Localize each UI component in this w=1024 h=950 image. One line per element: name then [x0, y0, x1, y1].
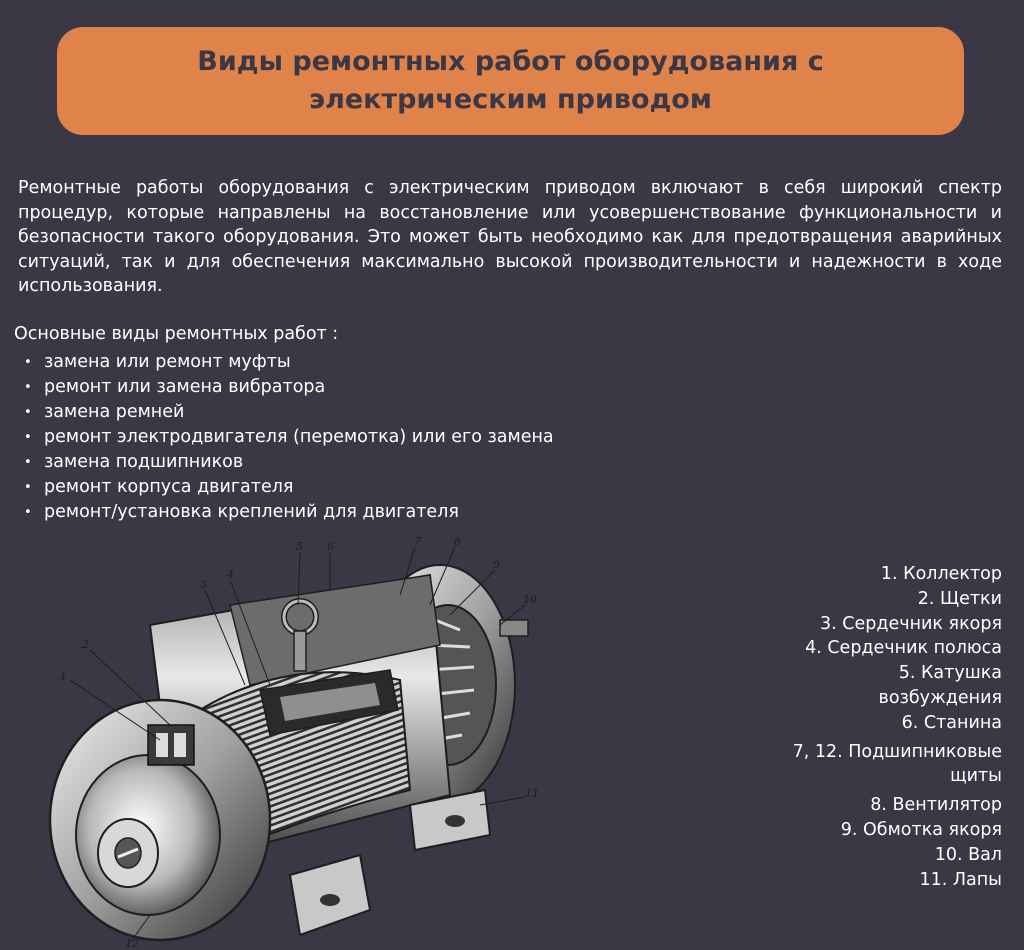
bullet-icon: • [24, 355, 32, 370]
bullet-icon: • [24, 480, 32, 495]
legend-item: 9. Обмотка якоря [840, 819, 1002, 840]
list-item: • ремонт корпуса двигателя [24, 475, 554, 500]
bullet-icon: • [24, 405, 32, 420]
bullet-icon: • [24, 455, 32, 470]
legend-item: щиты [950, 766, 1002, 787]
callout-11: 11 [525, 787, 539, 800]
legend-item: 11. Лапы [919, 869, 1002, 890]
legend-item: 3. Сердечник якоря [820, 613, 1002, 634]
list-item: • ремонт электродвигателя (перемотка) или его замена [24, 425, 554, 450]
motor-cutaway-illustration [30, 535, 570, 950]
legend-item: возбуждения [878, 687, 1002, 708]
callout-3: 3 [200, 578, 207, 591]
list-item: • ремонт или замена вибратора [24, 375, 554, 400]
works-heading: Основные виды ремонтных работ : [14, 324, 339, 344]
list-item: • замена или ремонт муфты [24, 350, 554, 375]
callout-5: 5 [296, 540, 303, 553]
legend-item: 8. Вентилятор [870, 795, 1002, 816]
callout-8: 8 [454, 535, 461, 548]
legend-item: 4. Сердечник полюса [805, 638, 1002, 659]
list-item: • замена ремней [24, 400, 554, 425]
callout-2: 2 [82, 638, 89, 651]
callout-9: 9 [493, 558, 500, 571]
legend-item: 7, 12. Подшипниковые [792, 741, 1002, 762]
bullet-icon: • [24, 505, 32, 520]
callout-12: 12 [125, 937, 139, 950]
callout-10: 10 [523, 593, 537, 606]
bullet-icon: • [24, 380, 32, 395]
brush-holder [148, 725, 194, 765]
title-banner [57, 27, 964, 135]
page-title: Виды ремонтных работ оборудования с электрическим приводом [197, 46, 824, 115]
legend-item: 2. Щетки [917, 588, 1002, 609]
legend-item: 6. Станина [901, 712, 1002, 733]
callout-1: 1 [60, 670, 67, 683]
legend-item: 1. Коллектор [880, 564, 1002, 584]
legend-item: 10. Вал [934, 844, 1002, 865]
intro-paragraph: Ремонтные работы оборудования с электрическим приводом включают в себя широкий спектр процедур, которые направлены на восстановление или усовершенствование функциональности и безопасности такого оборудования. Это может быть необходимо как для предотвращения аварийных ситуаций, так и для обеспечения максимально высокой производительности и надежности в ходе использования. [18, 178, 1002, 297]
works-list [24, 350, 554, 525]
bullet-icon: • [24, 430, 32, 445]
callout-6: 6 [327, 540, 334, 553]
legend-item: 5. Катушка [898, 663, 1002, 684]
callout-7: 7 [414, 535, 421, 548]
list-item: • ремонт/установка креплений для двигателя [24, 500, 554, 525]
list-item: • замена подшипников [24, 450, 554, 475]
callout-4: 4 [227, 568, 234, 581]
parts-legend [722, 562, 1002, 892]
